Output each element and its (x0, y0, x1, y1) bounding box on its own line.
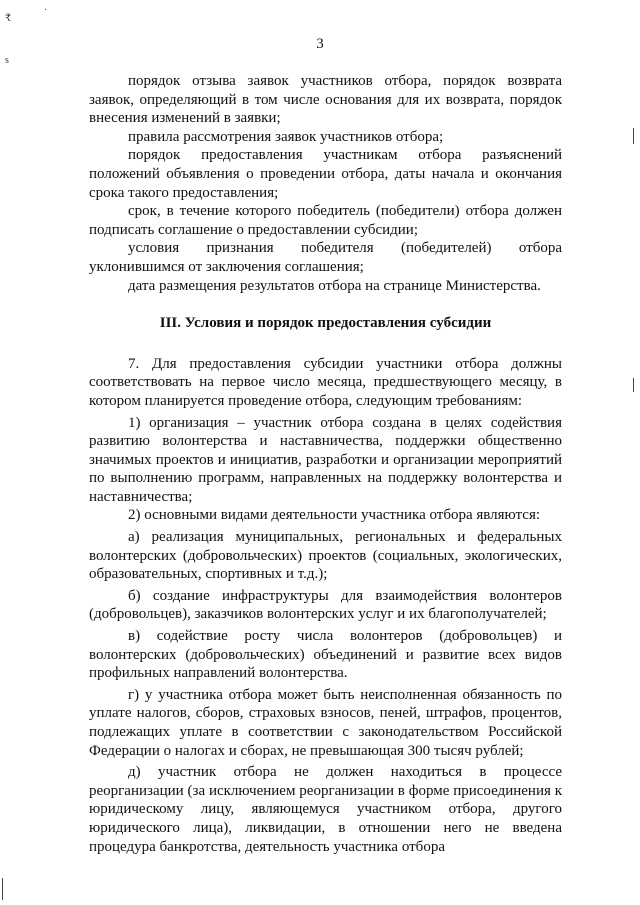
scan-edge-left-bottom (2, 878, 3, 900)
paragraph: д) участник отбора не должен находиться в процессе реорганизации (за исключением реорганизации в форме присоединения к юридическому лицу, являющемуся участником отбора, другого юридического лица), ликвидации, в отношении него не введена процедура банкротства, деятельность участника отбора (89, 764, 562, 855)
scan-mark-top: · (44, 5, 48, 16)
paragraph: в) содействие росту числа волонтеров (добровольцев) и волонтерских (добровольческих) объединений и развитие всех видов профильных направлений волонтерства. (89, 628, 562, 682)
paragraph: 2) основными видами деятельности участника отбора являются: (128, 507, 541, 524)
paragraph: 7. Для предоставления субсидии участники отбора должны соответствовать на первое число месяца, предшествующего месяцу, в котором планируется проведение отбора, следующим требованиям: (89, 355, 562, 409)
scan-mark-left-2: ѕ (5, 55, 9, 66)
paragraph: правила рассмотрения заявок участников отбора; (128, 128, 444, 145)
paragraph: срок, в течение которого победитель (победители) отбора должен подписать соглашение о предоставлении субсидии; (89, 203, 562, 238)
scan-edge-right-1 (633, 128, 634, 144)
paragraph: 1) организация – участник отбора создана в целях содействия развитию волонтерства и наставничества, поддержки общественно значимых проектов и инициатив, разработки и организации мероприятий по выполнению программ, направленных на поддержку волонтерства и наставничества; (89, 414, 562, 505)
paragraph: дата размещения результатов отбора на странице Министерства. (128, 277, 541, 294)
section-heading: III. Условия и порядок предоставления субсидии (159, 315, 492, 332)
scan-edge-right-2 (633, 378, 634, 392)
paragraph: б) создание инфраструктуры для взаимодействия волонтеров (добровольцев), заказчиков волонтерских услуг и их благополучателей; (89, 587, 562, 623)
paragraph: условия признания победителя (победителей) отбора уклонившимся от заключения соглашения; (89, 240, 562, 275)
paragraph: г) у участника отбора может быть неисполненная обязанность по уплате налогов, сборов, страховых взносов, пеней, штрафов, процентов, подлежащих уплате в соответствии с законодательством Российской Федерации о налогах и сборах, не превышающая 300 тысяч рублей; (89, 686, 562, 759)
document-body (89, 72, 562, 856)
paragraph: а) реализация муниципальных, региональных и федеральных волонтерских (добровольческих) проектов (социальных, экологических, образовательных, спортивных и т.д.); (89, 529, 562, 583)
paragraph: порядок предоставления участникам отбора разъяснений положений объявления о проведении отбора, даты начала и окончания срока такого предоставления; (89, 147, 562, 201)
paragraph: порядок отзыва заявок участников отбора, порядок возврата заявок, определяющий в том числе основания для их возврата, порядок внесения изменений в заявки; (89, 73, 562, 127)
scan-mark-left-1: ₹ (5, 13, 12, 24)
page-number: 3 (316, 36, 324, 52)
